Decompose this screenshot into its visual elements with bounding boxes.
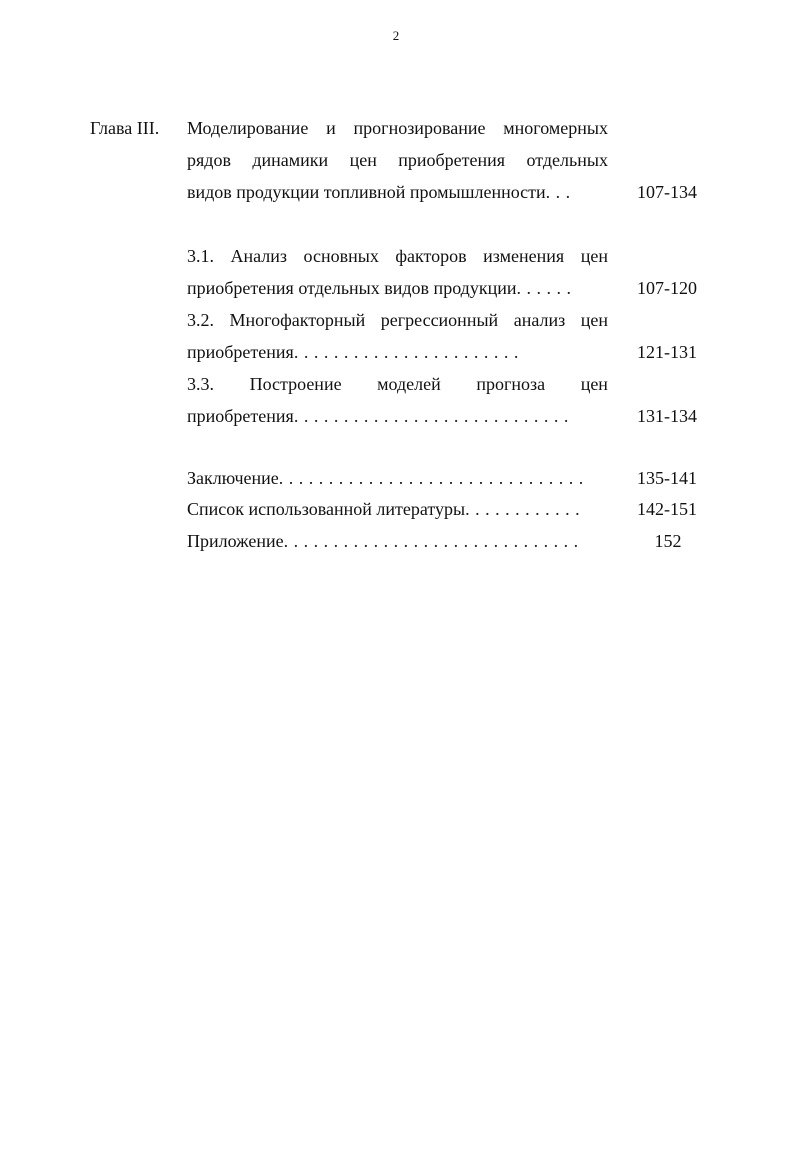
section-3-1-line-1 [187,244,608,268]
page-number: 2 [392,28,400,43]
dot-leader: . . . . . . . . . . . . [465,499,581,519]
section-text: приобретения [187,406,294,426]
section-text: приобретения [187,342,294,362]
chapter-title-line-3 [187,180,608,204]
word: и [326,118,336,138]
word: рядов [187,150,231,170]
word: моделей [377,374,441,394]
appendix-label: Приложение [187,531,284,551]
word: основных [303,246,379,266]
bibliography-entry [187,497,608,521]
conclusion-entry [187,466,608,490]
section-3-2-pages: 121-131 [637,342,697,362]
conclusion-pages: 135-141 [637,468,697,488]
word: 3.1. [187,246,214,266]
word: Построение [249,374,342,394]
word: прогнозирование [353,118,486,138]
dot-leader: . . . . . . . . . . . . . . . . . . . . . . . . . . . . . . . [278,468,584,488]
word: 3.3. [187,374,214,394]
word: динамики [252,150,329,170]
word: многомерных [503,118,608,138]
section-3-3-line-2 [187,404,608,428]
word: цен [580,310,608,330]
bibliography-label: Список использованной литературы [187,499,466,519]
chapter-label: Глава III. [90,118,160,138]
bibliography-pages: 142-151 [637,499,697,519]
word: изменения [483,246,565,266]
conclusion-label: Заключение [187,468,279,488]
word: цен [349,150,377,170]
section-text: приобретения отдельных видов продукции [187,278,517,298]
section-3-3-line-1 [187,372,608,396]
word: Анализ [230,246,288,266]
chapter-title-text: видов продукции топливной промышленности [187,182,546,202]
word: отдельных [526,150,608,170]
section-3-3-pages: 131-134 [637,406,697,426]
section-3-1-line-2 [187,276,608,300]
word: Многофакторный [229,310,366,330]
word: цен [580,246,608,266]
section-3-2-line-1 [187,308,608,332]
section-3-1-pages: 107-120 [637,278,697,298]
word: цен [580,374,608,394]
word: прогноза [476,374,546,394]
word: приобретения [398,150,506,170]
word: анализ [513,310,566,330]
chapter-pages: 107-134 [637,182,697,202]
dot-leader: . . . . . . . . . . . . . . . . . . . . . . . . . . . . . . [283,531,579,551]
word: факторов [395,246,467,266]
word: регрессионный [380,310,499,330]
dot-leader: . . . . . . [516,278,572,298]
appendix-pages: 152 [654,531,682,551]
word: 3.2. [187,310,214,330]
section-3-2-line-2 [187,340,608,364]
chapter-title-line-1 [187,116,608,140]
dot-leader: . . . [545,182,571,202]
dot-leader: . . . . . . . . . . . . . . . . . . . . . . . . . . . . [293,406,569,426]
dot-leader: . . . . . . . . . . . . . . . . . . . . . . . [293,342,519,362]
appendix-entry [187,529,608,553]
word: Моделирование [187,118,309,138]
chapter-title-line-2 [187,148,608,172]
